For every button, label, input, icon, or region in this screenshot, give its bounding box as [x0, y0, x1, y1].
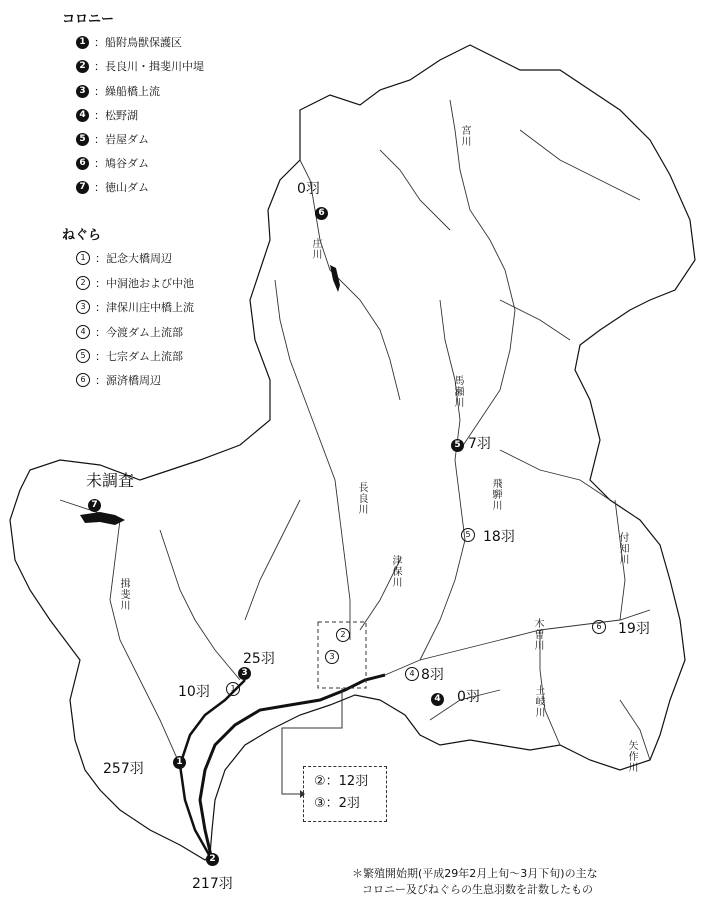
legend-colony-4: [76, 107, 138, 123]
legend-label: ：今渡ダム上流部: [95, 326, 183, 339]
roost-5-marker-icon: 5: [461, 528, 475, 542]
roost-1-marker-icon: 1: [226, 682, 240, 696]
river-kiso-main: [180, 680, 245, 860]
legend-colony-6: [76, 155, 149, 171]
legend-colony-5: [76, 131, 149, 147]
roost-4-count: 8羽: [421, 667, 444, 683]
colony-4-count: 0羽: [457, 689, 480, 705]
legend-label: ：徳山ダム: [94, 181, 149, 194]
roost-legend-title: ねぐら: [62, 228, 102, 243]
legend-label: ：長良川・揖斐川中堤: [94, 60, 204, 73]
legend-colony-3: [76, 83, 160, 99]
roost-marker-icon: 4: [76, 325, 90, 339]
legend-label: ：津保川庄中橋上流: [95, 301, 194, 314]
river-label-tsukechi: 付知川: [617, 532, 628, 565]
roost-4-marker-icon: 4: [405, 667, 419, 681]
colony-marker-icon: 1: [76, 36, 89, 49]
legend-roost-6: [76, 372, 161, 388]
legend-colony-7: [76, 179, 149, 195]
river-label-ibi: 揖斐川: [118, 578, 129, 611]
colony-1-count: 257羽: [103, 761, 144, 777]
colony-3-count: 25羽: [243, 651, 275, 667]
roost-marker-icon: 3: [76, 300, 90, 314]
callout-line-roost-3: ③：2羽: [314, 796, 360, 811]
footnote-line-1: ＊繁殖開始期(平成29年2月上旬～3月下旬)の主な: [352, 867, 598, 880]
callout-line-roost-2: ②：12羽: [314, 774, 369, 789]
colony-marker-icon: 6: [76, 157, 89, 170]
river-label-tsubo: 津保川: [390, 555, 401, 588]
legend-label: ：記念大橋周辺: [95, 252, 172, 265]
legend-label: ：鳩谷ダム: [94, 157, 149, 170]
colony-5-marker-icon: 5: [451, 439, 464, 452]
colony-3-marker-icon: 3: [238, 667, 251, 680]
river-label-kiso: 木曽川: [532, 618, 543, 651]
river-label-nagara: 長良川: [356, 482, 367, 515]
footnote: [352, 866, 598, 898]
colony-marker-icon: 5: [76, 133, 89, 146]
reservoir-tokuyama: [80, 512, 125, 525]
roost-6-marker-icon: 6: [592, 620, 606, 634]
roost-6-count: 19羽: [618, 621, 650, 637]
river-label-toki: 土岐川: [533, 685, 544, 718]
roost-1-count: 10羽: [178, 684, 210, 700]
legend-label: ：中洞池および中池: [95, 277, 194, 290]
colony-1-marker-icon: 1: [173, 756, 186, 769]
callout-box: [303, 766, 387, 822]
legend-colony-2: [76, 58, 204, 74]
river-label-miya: 宮川: [459, 125, 470, 147]
colony-marker-icon: 7: [76, 181, 89, 194]
legend-label: ：松野湖: [94, 109, 138, 122]
river-label-hida: 飛騨川: [490, 478, 501, 511]
colony-2-marker-icon: 2: [206, 853, 219, 866]
legend-label: ：源済橋周辺: [95, 374, 161, 387]
roost-marker-icon: 1: [76, 251, 90, 265]
legend-colony-1: [76, 34, 182, 50]
colony-marker-icon: 4: [76, 109, 89, 122]
legend-roost-5: [76, 348, 183, 364]
legend-label: ：七宗ダム上流部: [95, 350, 183, 363]
legend-label: ：繰船橋上流: [94, 85, 160, 98]
colony-7-count: 未調査: [86, 471, 135, 490]
colony-6-marker-icon: 6: [315, 207, 328, 220]
legend-roost-1: [76, 250, 172, 266]
roost-5-count: 18羽: [483, 529, 515, 545]
legend-label: ：岩屋ダム: [94, 133, 149, 146]
legend-roost-4: [76, 324, 183, 340]
colony-marker-icon: 3: [76, 85, 89, 98]
colony-5-count: 7羽: [468, 436, 491, 452]
colony-6-count: 0羽: [297, 181, 320, 197]
colony-4-marker-icon: 4: [431, 693, 444, 706]
legend-roost-2: [76, 275, 194, 291]
colony-legend-title: コロニー: [62, 12, 115, 27]
colony-7-marker-icon: 7: [88, 499, 101, 512]
legend-roost-3: [76, 299, 194, 315]
footnote-line-2: コロニー及びねぐらの生息羽数を計数したもの: [362, 883, 593, 896]
roost-marker-icon: 6: [76, 373, 90, 387]
colony-marker-icon: 2: [76, 60, 89, 73]
roost-2-marker-icon: 2: [336, 628, 350, 642]
colony-2-count: 217羽: [192, 876, 233, 892]
roost-marker-icon: 2: [76, 276, 90, 290]
river-label-sho: 庄川: [310, 238, 321, 260]
roost-3-marker-icon: 3: [325, 650, 339, 664]
legend-label: ：船附鳥獣保護区: [94, 36, 182, 49]
roost-marker-icon: 5: [76, 349, 90, 363]
river-label-maze: 馬瀬川: [452, 375, 463, 408]
river-label-yahagi: 矢作川: [626, 740, 637, 773]
river-network: [60, 100, 650, 765]
